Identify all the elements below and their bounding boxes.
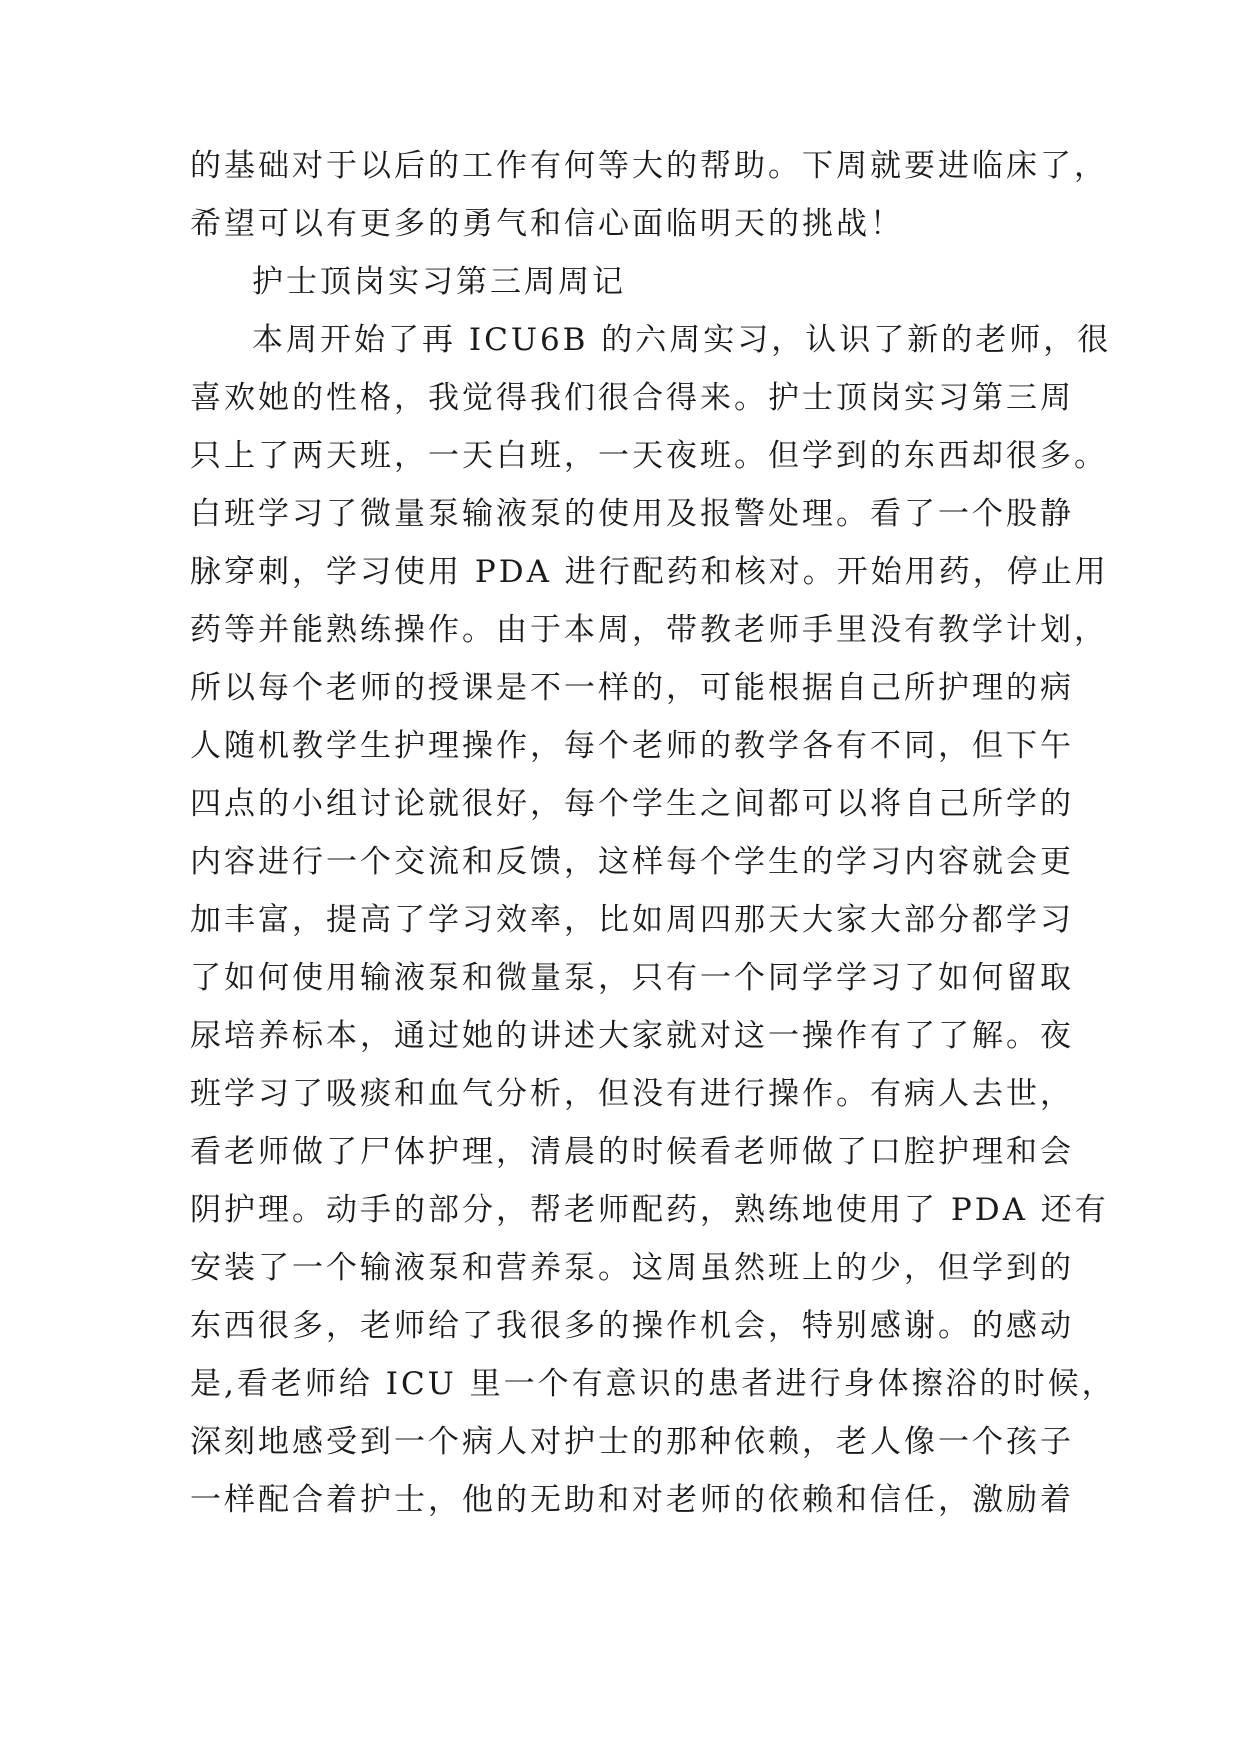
text-line: 加丰富，提高了学习效率，比如周四那天大家大部分都学习 bbox=[190, 902, 1074, 938]
text-line: 白班学习了微量泵输液泵的使用及报警处理。看了一个股静 bbox=[190, 496, 1074, 532]
text-line: 内容进行一个交流和反馈，这样每个学生的学习内容就会更 bbox=[190, 844, 1074, 880]
text-line: 脉穿刺，学习使用 PDA 进行配药和核对。开始用药，停止用 bbox=[190, 554, 1109, 590]
text-line: 尿培养标本，通过她的讲述大家就对这一操作有了了解。夜 bbox=[190, 1018, 1074, 1054]
text-line: 东西很多，老师给了我很多的操作机会，特别感谢。的感动 bbox=[190, 1308, 1074, 1344]
text-line: 喜欢她的性格，我觉得我们很合得来。护士顶岗实习第三周 bbox=[190, 380, 1074, 416]
text-line: 人随机教学生护理操作，每个老师的教学各有不同，但下午 bbox=[190, 728, 1074, 764]
text-line: 药等并能熟练操作。由于本周，带教老师手里没有教学计划， bbox=[190, 612, 1108, 648]
text-line: 所以每个老师的授课是不一样的，可能根据自己所护理的病 bbox=[190, 670, 1074, 706]
text-line: 阴护理。动手的部分，帮老师配药，熟练地使用了 PDA 还有 bbox=[190, 1192, 1109, 1228]
text-line: 四点的小组讨论就很好，每个学生之间都可以将自己所学的 bbox=[190, 786, 1074, 822]
text-line: 了如何使用输液泵和微量泵，只有一个同学学习了如何留取 bbox=[190, 960, 1074, 996]
text-line: 班学习了吸痰和血气分析，但没有进行操作。有病人去世， bbox=[190, 1076, 1074, 1112]
text-line: 看老师做了尸体护理，清晨的时候看老师做了口腔护理和会 bbox=[190, 1134, 1074, 1170]
text-line: 安装了一个输液泵和营养泵。这周虽然班上的少，但学到的 bbox=[190, 1250, 1074, 1286]
section-title: 护士顶岗实习第三周周记 bbox=[252, 264, 626, 300]
text-line: 是,看老师给 ICU 里一个有意识的患者进行身体擦浴的时候， bbox=[190, 1366, 1116, 1402]
text-line: 只上了两天班，一天白班，一天夜班。但学到的东西却很多。 bbox=[190, 438, 1108, 474]
text-line: 希望可以有更多的勇气和信心面临明天的挑战！ bbox=[190, 206, 904, 242]
text-line: 深刻地感受到一个病人对护士的那种依赖，老人像一个孩子 bbox=[190, 1424, 1074, 1460]
text-line: 一样配合着护士，他的无助和对老师的依赖和信任，激励着 bbox=[190, 1482, 1074, 1518]
text-line: 的基础对于以后的工作有何等大的帮助。下周就要进临床了， bbox=[190, 148, 1108, 184]
paragraph-first-line: 本周开始了再 ICU6B 的六周实习，认识了新的老师，很 bbox=[252, 322, 1112, 358]
